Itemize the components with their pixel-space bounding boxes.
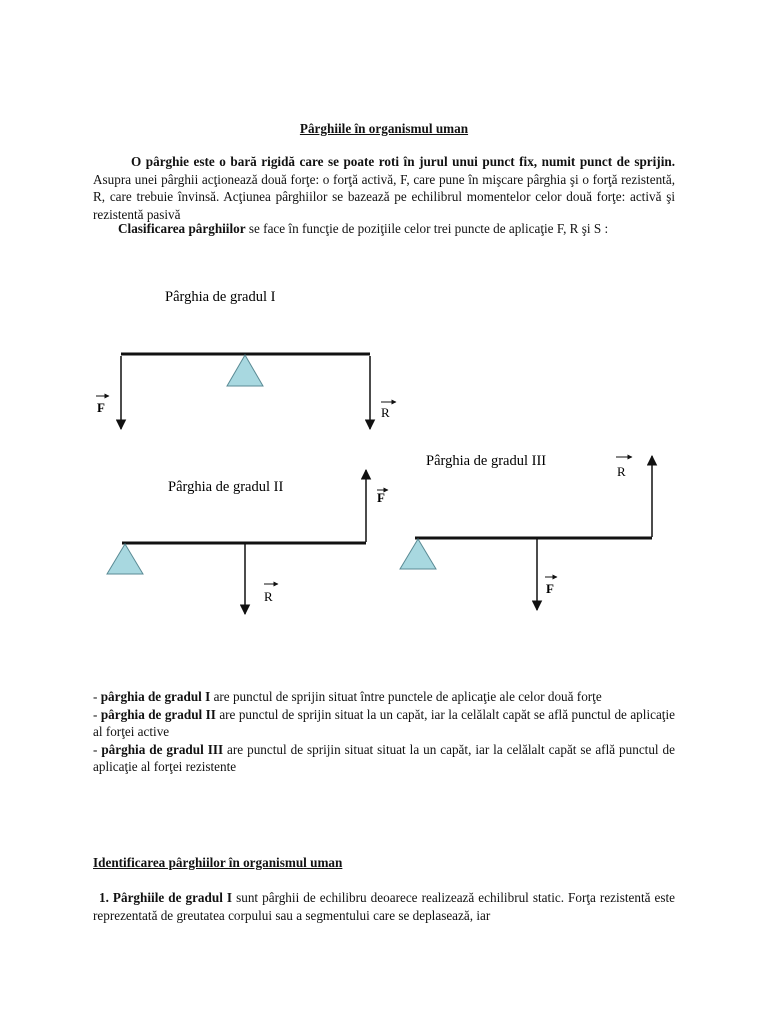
page-title: Pârghiile în organismul uman	[299, 121, 469, 136]
lever-diagram	[0, 270, 768, 650]
lever3-fulcrum-icon	[400, 539, 436, 569]
definition-item-1: - pârghia de gradul I are punctul de sprijin situat între punctele de aplicaţie ale celor două forţe	[93, 689, 602, 704]
section-para-text: sunt pârghii de echilibru deoarece realizează echilibrul static. Forţa rezistentă este reprezentată de greutatea corpului sau a segmentului care se deplasează, iar	[93, 890, 676, 923]
lever1-r-label: R	[381, 405, 390, 420]
lever2-f-label: F	[377, 490, 385, 505]
classification-paragraph	[93, 220, 675, 238]
lever1-fulcrum-icon	[227, 355, 263, 386]
section-para-bold: 1. Pârghiile de gradul I	[99, 890, 233, 905]
lever3-r-label: R	[617, 464, 626, 479]
definition-item-2: - pârghia de gradul II are punctul de sprijin situat la un capăt, iar la celălalt capăt se află punctul de aplicaţie al forţei active	[93, 706, 675, 740]
definition-text: Asupra unei pârghii acţionează două forţe: o forţă activă, F, care pune în mişcare pârghia şi o forţă rezistentă, R, care trebuie învinsă. Acţiunea pârghiilor se bazează pe echilibrul momentelor celor două forţe: activă şi rezistentă pasivă	[93, 171, 675, 222]
lever2-fulcrum-icon	[107, 544, 143, 574]
lever2-r-label: R	[264, 589, 273, 604]
section-heading: Identificarea pârghiilor în organismul uman	[93, 855, 343, 870]
definition-bold: O pârghie este o bară rigidă care se poate roti în jurul unui punct fix, numit punct de sprijin.	[131, 154, 675, 169]
classification-bold: Clasificarea pârghiilor	[118, 221, 246, 236]
lever1-f-label: F	[97, 400, 105, 415]
lever3-f-label: F	[546, 581, 554, 596]
section-paragraph	[93, 889, 675, 924]
classification-text: se face în funcţie de poziţiile celor trei puncte de aplicaţie F, R şi S :	[245, 221, 609, 236]
lever1-title: Pârghia de gradul I	[165, 289, 276, 305]
definition-item-3: - pârghia de gradul III are punctul de sprijin situat situat la un capăt, iar la celălalt capăt se află punctul de aplicaţie al forţei rezistente	[93, 741, 675, 775]
lever3-title: Pârghia de gradul III	[426, 453, 547, 469]
definition-list	[93, 688, 675, 776]
lever2-title: Pârghia de gradul II	[168, 479, 284, 495]
intro-paragraph	[93, 153, 675, 223]
